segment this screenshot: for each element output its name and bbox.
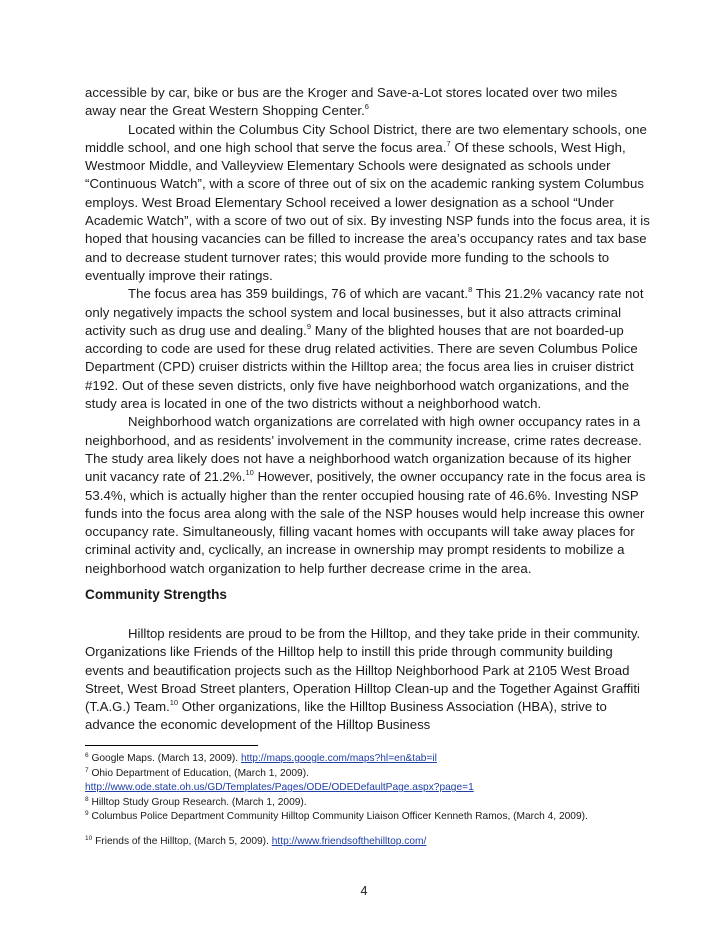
footnote-link[interactable]: http://maps.google.com/maps?hl=en&tab=il [240,753,437,764]
footnote-number: 6 [85,752,89,759]
paragraph [85,285,650,413]
paragraph-text: accessible by car, bike or bus are the Kroger and Save-a-Lot stores located over two miles away near the Great Western Shopping Center. [85,85,618,119]
footnotes [85,752,645,850]
paragraph [85,121,650,286]
footnote-text: Columbus Police Department Community Hilltop Community Liaison Officer Kenneth Ramos, (March 4, 2009). [91,811,588,823]
footnote-ref[interactable]: 8 [468,285,473,295]
footnote-number: 8 [85,795,89,803]
paragraph-text: This 21.2% vacancy rate not only negatively impacts the school system and local businesses, but it also attracts criminal activity such as drug use and dealing. [85,286,644,338]
footnote [85,781,645,796]
paragraph-text: However, positively, the owner occupancy rate in the focus area is 53.4%, which is actually higher than the renter occupied housing rate of 46.6%. Investing NSP funds into the focus area along with the sale of the NSP houses would help increase this owner occupancy rate. Simultaneously, filling vacant homes with occupants will take away places for criminal activity and, cyclically, an increase in ownership may prompt residents to mobilize a neighborhood watch organization to help further decrease crime in the area. [85,469,646,576]
paragraph [85,625,650,735]
footnote-text: Ohio Department of Education, (March 1, 2009). [91,767,309,779]
footnote [85,767,645,782]
page-number: 4 [360,884,368,898]
section-body [85,625,650,735]
footnote [85,796,645,811]
footnote-text: Google Maps. (March 13, 2009). [91,753,241,764]
footnote-ref[interactable]: 10 [169,698,179,708]
paragraph-text: Hilltop residents are proud to be from the Hilltop, and they take pride in their community. Organizations like Friends of the Hilltop help to instill this pride through community building events and beautification projects such as the Hilltop Neighborhood Park at 2105 West Broad Street, West Broad Street planters, Operation Hilltop Clean-up and the Together Against Graffiti (T.A.G.) Team. [85,626,641,715]
paragraph-text: Other organizations, like the Hilltop Business Association (HBA), strive to advance the economic development of the Hilltop Business [85,699,607,733]
paragraph-text: Many of the blighted houses that are not boarded-up according to code are used for these drug related activities. There are seven Columbus Police Department (CPD) cruiser districts within the Hilltop area; the focus area lies in cruiser district #192. Out of these seven districts, only five have neighborhood watch organizations, and the study area is located in one of the two districts without a neighborhood watch. [85,322,638,412]
footnote [85,835,645,850]
footnote-text: Hilltop Study Group Research. (March 1, 2009). [91,796,307,808]
paragraph-text: Of these schools, West High, Westmoor Middle, and Valleyview Elementary Schools were designated as schools under “Continuous Watch”, with a score of three out of six on the academic ranking system Columbus employs. West Broad Elementary School received a lower designation as a school “Under Academic Watch”, with a score of two out of six. By investing NSP funds into the focus area, it is hoped that housing vacancies can be filled to increase the area’s occupancy rates and tax base and to decrease student turnover rates; this would provide more funding to the schools to eventually improve their ratings. [85,139,650,283]
paragraph [85,413,650,578]
paragraph-text: Neighborhood watch organizations are correlated with high owner occupancy rates in a neighborhood, and as residents’ involvement in the community increase, crime rates decrease. The study area likely does not have a neighborhood watch organization because of its higher unit vacancy rate of 21.2%. [85,414,642,485]
paragraph-text: The focus area has 359 buildings, 76 of which are vacant. [128,286,469,302]
footnote-link[interactable]: http://www.ode.state.oh.us/GD/Templates/Pages/ODE/ODEDefaultPage.aspx?page=1 [85,782,474,794]
paragraph-text: Located within the Columbus City School District, there are two elementary schools, one middle school, and one high school that serve the focus area. [85,121,647,155]
footnote-text: Friends of the Hilltop, (March 5, 2009). [95,835,272,847]
body-text [85,84,650,578]
footnote-ref[interactable]: 9 [306,321,312,331]
footnote-number: 10 [85,834,93,842]
footnote [85,810,645,825]
footnote-ref[interactable]: 7 [446,138,451,148]
footnote [85,752,645,767]
footnote-number: 7 [85,766,89,774]
footnote-ref[interactable]: 6 [364,102,370,112]
footnote-ref[interactable]: 10 [245,468,254,478]
footnote-number: 9 [85,810,89,818]
section-heading: Community Strengths [85,587,227,602]
footnote-link[interactable]: http://www.friendsofthehilltop.com/ [271,835,427,847]
paragraph [85,84,650,121]
footnote-divider [85,745,258,746]
